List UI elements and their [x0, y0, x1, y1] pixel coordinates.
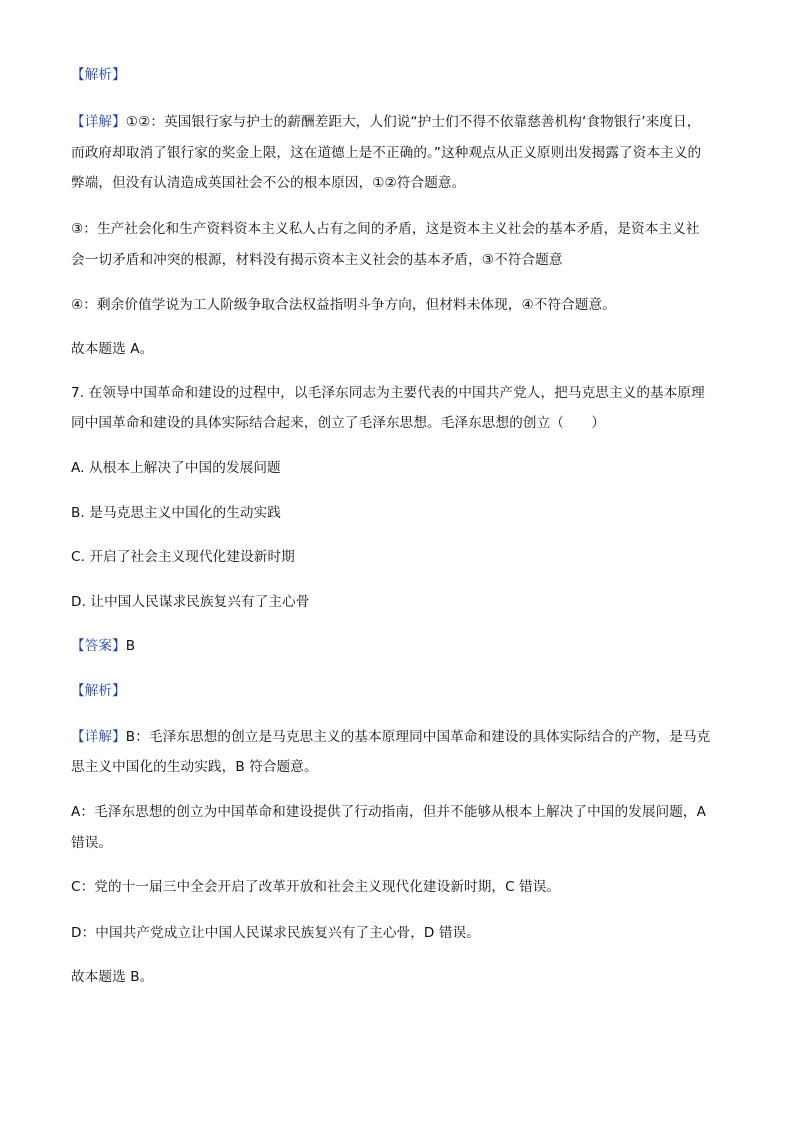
- analysis-heading-2: [71, 682, 731, 700]
- detail-line-2: 而政府却取消了银行家的奖金上限，这在道德上是不正确的。”这种观点从正义原则出发揭露了资本主义的: [71, 145, 702, 161]
- detail-tag: 【详解】: [71, 114, 126, 130]
- paragraph-4: ④：剩余价值学说为工人阶级争取合法权益指明斗争方向，但材料未体现，④不符合题意。: [71, 297, 616, 313]
- analysis-heading: [71, 66, 731, 84]
- answer-tag: 【答案】: [71, 638, 126, 654]
- question-7-stem-line-1: 7. 在领导中国革命和建设的过程中，以毛泽东同志为主要代表的中国共产党人，把马克思主义的基本原理: [71, 385, 705, 401]
- paragraph-3-line-1: ③：生产社会化和生产资料资本主义私人占有之间的矛盾，这是资本主义社会的基本矛盾，是资本主义社: [71, 221, 700, 237]
- detail-line-1: [71, 113, 731, 131]
- answer-value: B: [125, 638, 136, 654]
- option-a: A. 从根本上解决了中国的发展问题: [71, 460, 281, 476]
- explanation-a-line-2: 错误。: [71, 835, 113, 851]
- analysis-tag: 【解析】: [71, 67, 126, 83]
- question-7-stem-line-2: 同中国革命和建设的具体实际结合起来，创立了毛泽东思想。毛泽东思想的创立（ ）: [71, 415, 606, 431]
- answer-line: [71, 637, 731, 655]
- explanation-c: C：党的十一届三中全会开启了改革开放和社会主义现代化建设新时期，C 错误。: [71, 879, 561, 895]
- detail-line-3: 弊端，但没有认清造成英国社会不公的根本原因，①②符合题意。: [71, 175, 466, 191]
- detail-2-line-1: [71, 728, 731, 746]
- option-d: D. 让中国人民谋求民族复兴有了主心骨: [71, 594, 310, 610]
- detail-tag-2: 【详解】: [71, 729, 126, 745]
- explanation-d: D：中国共产党成立让中国人民谋求民族复兴有了主心骨，D 错误。: [71, 925, 480, 941]
- detail-2-text: B：毛泽东思想的创立是马克思主义的基本原理同中国革命和建设的具体实际结合的产物，是马克: [125, 729, 711, 745]
- conclusion-b: 故本题选 B。: [71, 969, 154, 985]
- conclusion-a: 故本题选 A。: [71, 341, 154, 357]
- analysis-tag-2: 【解析】: [71, 683, 126, 699]
- detail-text: ①②：英国银行家与护士的薪酬差距大，人们说“护士们不得不依靠慈善机构‘食物银行’来度日，: [125, 114, 701, 130]
- detail-2-line-2: 思主义中国化的生动实践，B 符合题意。: [71, 759, 318, 775]
- option-b: B. 是马克思主义中国化的生动实践: [71, 505, 281, 521]
- option-c: C. 开启了社会主义现代化建设新时期: [71, 549, 295, 565]
- paragraph-3-line-2: 会一切矛盾和冲突的根源，材料没有揭示资本主义社会的基本矛盾，③不符合题意: [71, 252, 563, 268]
- explanation-a-line-1: A：毛泽东思想的创立为中国革命和建设提供了行动指南，但并不能够从根本上解决了中国的发展问题，A: [71, 804, 707, 820]
